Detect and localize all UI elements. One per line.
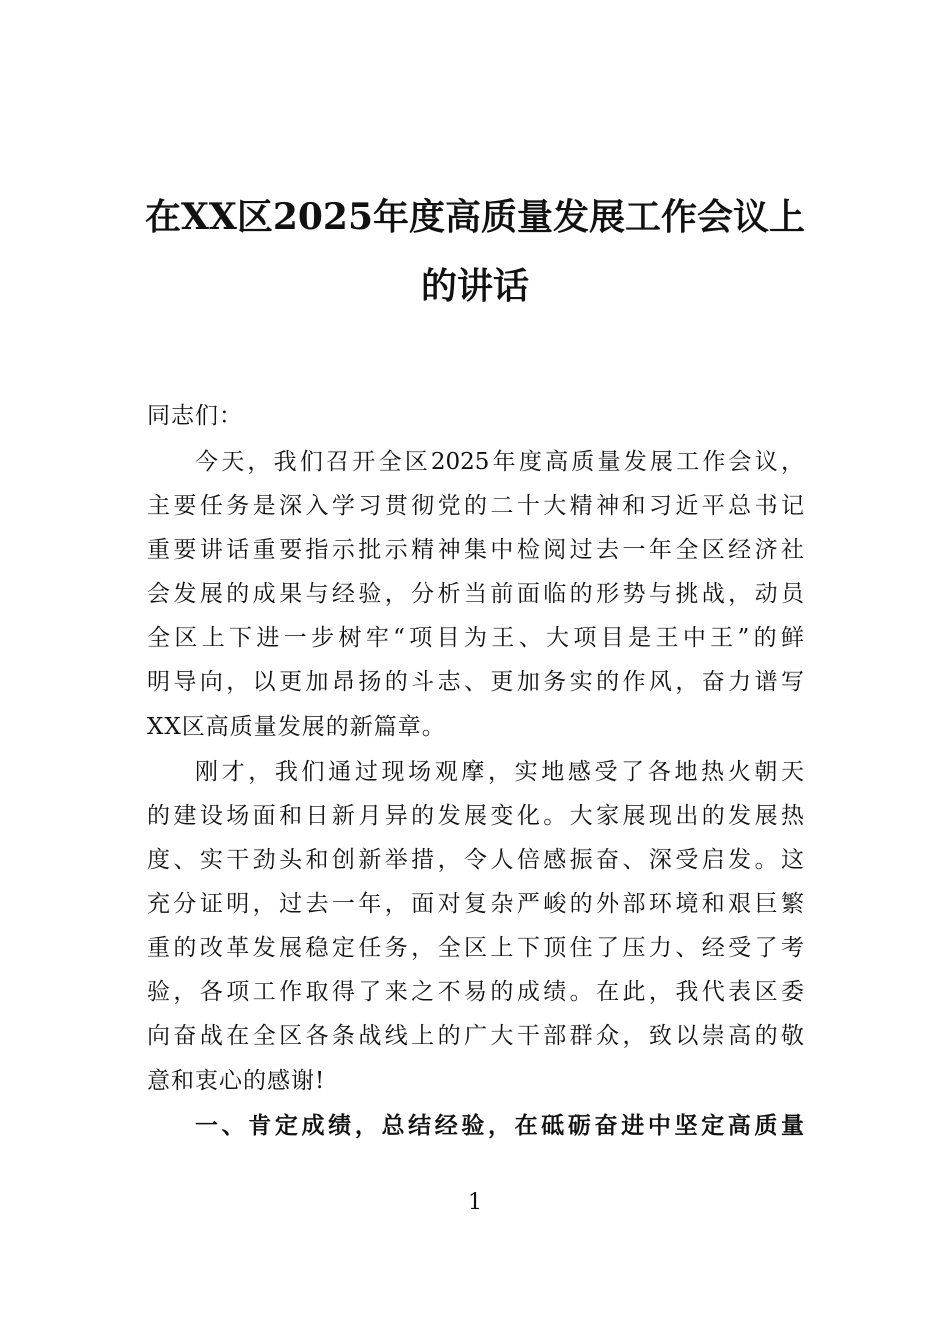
paragraph-2-line: 刚才，我们通过现场观摩，实地感受了各地热火朝天 xyxy=(195,759,804,785)
paragraph-2-line: 的建设场面和日新月异的发展变化。大家展现出的发展热 xyxy=(147,803,804,829)
paragraph-1-line: 会发展的成果与经验，分析当前面临的形势与挑战，动员 xyxy=(147,581,804,607)
paragraph-2-line: 验，各项工作取得了来之不易的成绩。在此，我代表区委 xyxy=(147,979,804,1005)
paragraph-2-line: 意和衷心的感谢! xyxy=(147,1068,326,1094)
document-title-line-2: 的讲话 xyxy=(420,265,529,307)
paragraph-1-line: 主要任务是深入学习贯彻党的二十大精神和习近平总书记 xyxy=(147,493,804,519)
page-number: 1 xyxy=(468,1190,482,1215)
paragraph-1-line: 全区上下进一步树牢“项目为王、大项目是王中王”的鲜 xyxy=(147,625,804,651)
paragraph-2-line: 充分证明，过去一年，面对复杂严峻的外部环境和艰巨繁 xyxy=(147,891,804,917)
paragraph-2-line: 度、实干劲头和创新举措，令人倍感振奋、深受启发。这 xyxy=(147,847,804,873)
paragraph-2-line: 重的改革发展稳定任务，全区上下顶住了压力、经受了考 xyxy=(147,935,804,961)
salutation: 同志们： xyxy=(147,403,243,429)
section-heading: 一、肯定成绩，总结经验，在砥砺奋进中坚定高质量 xyxy=(195,1113,804,1139)
paragraph-2-line: 向奋战在全区各条战线上的广大干部群众，致以崇高的敬 xyxy=(147,1023,804,1049)
paragraph-1-line: 重要讲话重要指示批示精神集中检阅过去一年全区经济社 xyxy=(147,537,804,563)
paragraph-1-line: 明导向，以更加昂扬的斗志、更加务实的作风，奋力谱写 xyxy=(147,669,804,695)
paragraph-1-line: 今天，我们召开全区2025年度高质量发展工作会议， xyxy=(195,449,804,475)
document-title-line-1: 在XX区2025年度高质量发展工作会议上 xyxy=(144,196,806,238)
paragraph-1-line: XX区高质量发展的新篇章。 xyxy=(147,714,446,740)
